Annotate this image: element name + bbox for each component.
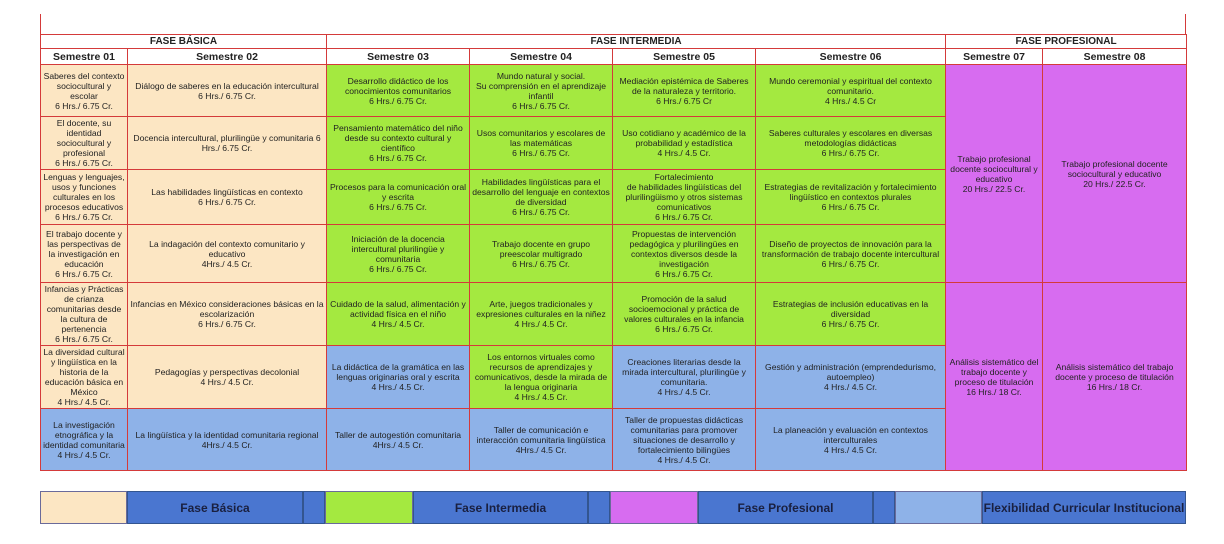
course-text-line: 20 Hrs./ 22.5 Cr.: [962, 183, 1026, 194]
course-text-line: Saberes culturales y escolares en diversas metodologías didácticas: [768, 128, 933, 148]
course-text-line: Mediación epistémica de Saberes de la naturaleza y territorio.: [619, 75, 749, 96]
legend-label-intermedia: Fase Intermedia: [413, 491, 588, 524]
semester-07-block: [946, 65, 1043, 283]
semester-header: Semestre 02: [128, 49, 327, 65]
semester-08-block: [1043, 65, 1187, 283]
course-text-line: Trabajo profesional docente sociocultural y educativo: [950, 153, 1038, 184]
course-text-line: 6 Hrs./ 6.75 Cr.: [821, 202, 880, 212]
semester-07-block: [946, 283, 1043, 471]
course-text-line: Las habilidades lingüísticas en contexto: [151, 187, 303, 197]
semester-header: Semestre 03: [327, 49, 470, 65]
legend-swatch-flex: [895, 491, 982, 524]
course-cell: [613, 409, 756, 471]
course-text-line: 6 Hrs./ 6.75 Cr.: [55, 212, 113, 222]
course-cell: [470, 170, 613, 225]
course-cell: [756, 65, 946, 117]
course-cell: [613, 225, 756, 283]
course-text-line: 4 Hrs./ 4.5 Cr.: [824, 382, 878, 392]
course-text-line: Fortalecimiento: [654, 172, 714, 182]
course-text-line: 6 Hrs./ 6.75 Cr.: [198, 197, 256, 207]
course-cell: [470, 409, 613, 471]
course-cell: [41, 409, 128, 471]
legend-swatch-intermedia: [325, 491, 413, 524]
course-text-line: Docencia intercultural, plurilingüe y comunitaria 6 Hrs./ 6.75 Cr.: [133, 133, 321, 153]
course-cell: [756, 346, 946, 409]
legend-label-basica: Fase Básica: [127, 491, 303, 524]
course-cell: [128, 346, 327, 409]
right-rule: [1185, 14, 1186, 34]
course-text-line: Los entornos virtuales como recursos de aprendizajes y comunicativos, desde la mirada de la lengua originaria: [474, 352, 608, 392]
curriculum-table: [40, 34, 1187, 471]
course-cell: [756, 170, 946, 225]
course-text-line: 4 Hrs./ 4.5 Cr.: [824, 444, 878, 455]
course-text-line: 4 Hrs./ 4.5 Cr.: [57, 449, 111, 460]
course-text-line: 4 Hrs./ 4.5 Cr.: [657, 454, 711, 465]
course-text-line: Propuestas de intervención pedagógica y plurilingües en contextos diversos desde la investigación: [629, 228, 739, 269]
course-text-line: 6 Hrs./ 6.75 Cr: [656, 95, 712, 106]
course-text-line: Habilidades lingüísticas para el desarrollo del lenguaje en contextos de diversidad: [472, 177, 610, 207]
course-text-line: 6 Hrs./ 6.75 Cr.: [655, 268, 713, 279]
course-cell: [128, 225, 327, 283]
course-text-line: Saberes del contexto sociocultural y escolar: [43, 70, 125, 101]
course-text-line: 6 Hrs./ 6.75 Cr.: [369, 95, 427, 106]
course-text-line: 6 Hrs./ 6.75 Cr.: [821, 319, 880, 329]
course-cell: [327, 225, 470, 283]
course-text-line: 6 Hrs./ 6.75 Cr.: [821, 258, 880, 269]
course-cell: [41, 170, 128, 225]
course-cell: [470, 225, 613, 283]
course-text-line: 4Hrs./ 4.5 Cr.: [201, 258, 253, 269]
semester-header: Semestre 06: [756, 49, 946, 65]
course-text-line: 4 Hrs./ 4.5 Cr.: [514, 392, 568, 402]
course-text-line: 16 Hrs./ 18 Cr.: [1086, 381, 1143, 392]
legend-label-flex: Flexibilidad Curricular Institucional: [982, 491, 1186, 524]
course-text-line: de habilidades lingüísticas del plurilingüismo y otros sistemas comunicativos: [625, 182, 743, 212]
phase-header-row: [41, 35, 1187, 49]
course-text-line: 20 Hrs./ 22.5 Cr.: [1083, 178, 1146, 189]
legend-swatch-profesional: [610, 491, 698, 524]
course-text-line: 4 Hrs./ 4.5 Cr.: [371, 319, 425, 329]
course-text-line: Pensamiento matemático del niño desde su contexto cultural y científico: [333, 123, 463, 153]
course-text-line: Gestión y administración (emprendedurismo, autoempleo): [765, 362, 937, 382]
left-rule: [40, 14, 41, 34]
semester-header-row: [41, 49, 1187, 65]
course-cell: [756, 225, 946, 283]
course-text-line: 6 Hrs./ 6.75 Cr.: [55, 100, 113, 111]
semester-header: Semestre 05: [613, 49, 756, 65]
course-text-line: 4 Hrs./ 4.5 Cr.: [371, 382, 425, 392]
legend-spacer: [873, 491, 895, 524]
course-text-line: Usos comunitarios y escolares de las matemáticas: [476, 128, 606, 148]
course-cell: [128, 409, 327, 471]
course-text-line: El trabajo docente y las perspectivas de la investigación en educación: [46, 228, 122, 269]
course-text-line: Estrategias de inclusión educativas en la diversidad: [772, 299, 929, 319]
course-text-line: Creaciones literarias desde la mirada intercultural, plurilingüe y comunitaria.: [622, 357, 746, 387]
course-text-line: Infancias y Prácticas de crianza comunitarias desde la cultura de pertenencia: [44, 284, 124, 334]
course-cell: [41, 283, 128, 346]
course-text-line: Lenguas y lenguajes, usos y funciones culturales en los procesos educativos: [43, 172, 125, 212]
course-text-line: 4Hrs./ 4.5 Cr.: [372, 439, 424, 450]
course-cell: [327, 65, 470, 117]
course-cell: [128, 283, 327, 346]
course-text-line: Análisis sistemático del trabajo docente y proceso de titulación: [1055, 361, 1174, 382]
course-text-line: 6 Hrs./ 6.75 Cr.: [512, 100, 570, 111]
course-text-line: 4 Hrs./ 4.5 Cr.: [514, 319, 568, 329]
course-cell: [613, 283, 756, 346]
course-cell: [613, 117, 756, 170]
course-text-line: 6 Hrs./ 6.75 Cr.: [198, 90, 256, 101]
course-cell: [41, 65, 128, 117]
legend-label-profesional: Fase Profesional: [698, 491, 873, 524]
course-cell: [128, 117, 327, 170]
course-text-line: Iniciación de la docencia intercultural plurilingüe y comunitaria: [351, 233, 445, 264]
semester-header: Semestre 01: [41, 49, 128, 65]
course-text-line: 6 Hrs./ 6.75 Cr.: [369, 153, 427, 163]
course-cell: [41, 117, 128, 170]
course-cell: [327, 346, 470, 409]
course-cell: [327, 117, 470, 170]
course-text-line: La diversidad cultural y lingüística en la historia de la educación básica en México: [43, 347, 125, 397]
course-cell: [470, 283, 613, 346]
course-text-line: 4Hrs./ 4.5 Cr.: [201, 439, 253, 450]
course-text-line: Cuidado de la salud, alimentación y actividad física en el niño: [330, 299, 466, 319]
course-cell: [41, 346, 128, 409]
course-text-line: Arte, juegos tradicionales y expresiones culturales en la niñez: [476, 299, 606, 319]
course-text-line: Análisis sistemático del trabajo docente y proceso de titulación: [949, 356, 1039, 387]
course-text-line: Estrategias de revitalización y fortalecimiento lingüístico en contextos plurales: [764, 182, 937, 202]
course-text-line: 4Hrs./ 4.5 Cr.: [515, 444, 567, 455]
course-text-line: 4 Hrs./ 4.5 Cr.: [657, 387, 711, 397]
course-text-line: 4 Hrs./ 4.5 Cr.: [200, 377, 254, 387]
course-text-line: Procesos para la comunicación oral y escrita: [329, 182, 467, 202]
course-row: [41, 283, 1187, 346]
course-text-line: 6 Hrs./ 6.75 Cr.: [512, 207, 570, 217]
course-text-line: El docente, su identidad sociocultural y profesional: [56, 118, 112, 158]
course-text-line: Mundo natural y social.: [496, 70, 586, 81]
course-cell: [470, 346, 613, 409]
course-text-line: Desarrollo didáctico de los conocimientos comunitarios: [344, 75, 452, 96]
course-text-line: Su comprensión en el aprendizaje infantil: [476, 80, 606, 101]
course-text-line: Trabajo profesional docente sociocultural y educativo: [1061, 158, 1168, 179]
course-cell: [613, 170, 756, 225]
course-cell: [327, 283, 470, 346]
course-text-line: 6 Hrs./ 6.75 Cr.: [821, 148, 880, 158]
semester-08-block: [1043, 283, 1187, 471]
course-text-line: 6 Hrs./ 6.75 Cr.: [198, 319, 256, 329]
course-cell: [613, 346, 756, 409]
course-cell: [128, 170, 327, 225]
course-text-line: 6 Hrs./ 6.75 Cr.: [655, 324, 713, 334]
course-cell: [327, 409, 470, 471]
course-cell: [41, 225, 128, 283]
course-text-line: Taller de propuestas didácticas comunitarias para promover situaciones de desarrollo y fortalecimiento bilingües: [625, 414, 744, 455]
legend: [40, 491, 1186, 524]
course-text-line: Infancias en México consideraciones básicas en la escolarización: [130, 299, 324, 319]
legend-spacer: [588, 491, 610, 524]
course-text-line: La lingüística y la identidad comunitaria regional: [135, 429, 319, 440]
course-text-line: 6 Hrs./ 6.75 Cr.: [369, 263, 427, 274]
course-text-line: 6 Hrs./ 6.75 Cr.: [55, 158, 113, 168]
legend-swatch-basica: [40, 491, 127, 524]
course-text-line: Taller de autogestión comunitaria: [334, 429, 462, 440]
course-text-line: Promoción de la salud socioemocional y práctica de valores culturales en la infancia: [624, 294, 744, 324]
phase-profesional-header: FASE PROFESIONAL: [946, 35, 1187, 49]
course-text-line: 6 Hrs./ 6.75 Cr.: [512, 148, 570, 158]
course-text-line: Pedagogías y perspectivas decolonial: [154, 367, 300, 377]
course-cell: [470, 65, 613, 117]
phase-intermedia-header: FASE INTERMEDIA: [327, 35, 946, 49]
course-text-line: La planeación y evaluación en contextos interculturales: [773, 424, 928, 445]
course-text-line: Mundo ceremonial y espiritual del contexto comunitario.: [769, 75, 932, 96]
semester-header: Semestre 07: [946, 49, 1043, 65]
course-text-line: 6 Hrs./ 6.75 Cr.: [55, 334, 113, 344]
course-text-line: Diseño de proyectos de innovación para la transformación de trabajo docente intercultural: [761, 238, 940, 259]
phase-basica-header: FASE BÁSICA: [41, 35, 327, 49]
course-text-line: Diálogo de saberes en la educación intercultural: [135, 80, 319, 91]
course-text-line: 16 Hrs./ 18 Cr.: [966, 386, 1022, 397]
course-text-line: La investigación etnográfica y la identidad comunitaria: [43, 419, 125, 450]
course-cell: [756, 283, 946, 346]
course-row: [41, 65, 1187, 117]
course-text-line: Trabajo docente en grupo preescolar multigrado: [491, 238, 591, 259]
course-cell: [470, 117, 613, 170]
course-text-line: 4 Hrs./ 4.5 Cr.: [57, 397, 111, 407]
course-text-line: 6 Hrs./ 6.75 Cr.: [655, 212, 713, 222]
course-text-line: La didáctica de la gramática en las lenguas originarias oral y escrita: [331, 362, 465, 382]
course-text-line: Taller de comunicación e interacción comunitaria lingüística: [476, 424, 606, 445]
semester-header: Semestre 08: [1043, 49, 1187, 65]
course-text-line: 6 Hrs./ 6.75 Cr.: [369, 202, 427, 212]
course-cell: [327, 170, 470, 225]
course-text-line: 4 Hrs./ 4.5 Cr: [824, 95, 877, 106]
course-text-line: La indagación del contexto comunitario y educativo: [149, 238, 305, 259]
course-cell: [613, 65, 756, 117]
course-text-line: Uso cotidiano y académico de la probabilidad y estadística: [622, 128, 746, 148]
course-text-line: 6 Hrs./ 6.75 Cr.: [512, 258, 570, 269]
course-cell: [128, 65, 327, 117]
legend-spacer: [303, 491, 325, 524]
course-cell: [756, 409, 946, 471]
course-cell: [756, 117, 946, 170]
course-text-line: 4 Hrs./ 4.5 Cr.: [657, 148, 711, 158]
semester-header: Semestre 04: [470, 49, 613, 65]
course-text-line: 6 Hrs./ 6.75 Cr.: [55, 268, 113, 279]
